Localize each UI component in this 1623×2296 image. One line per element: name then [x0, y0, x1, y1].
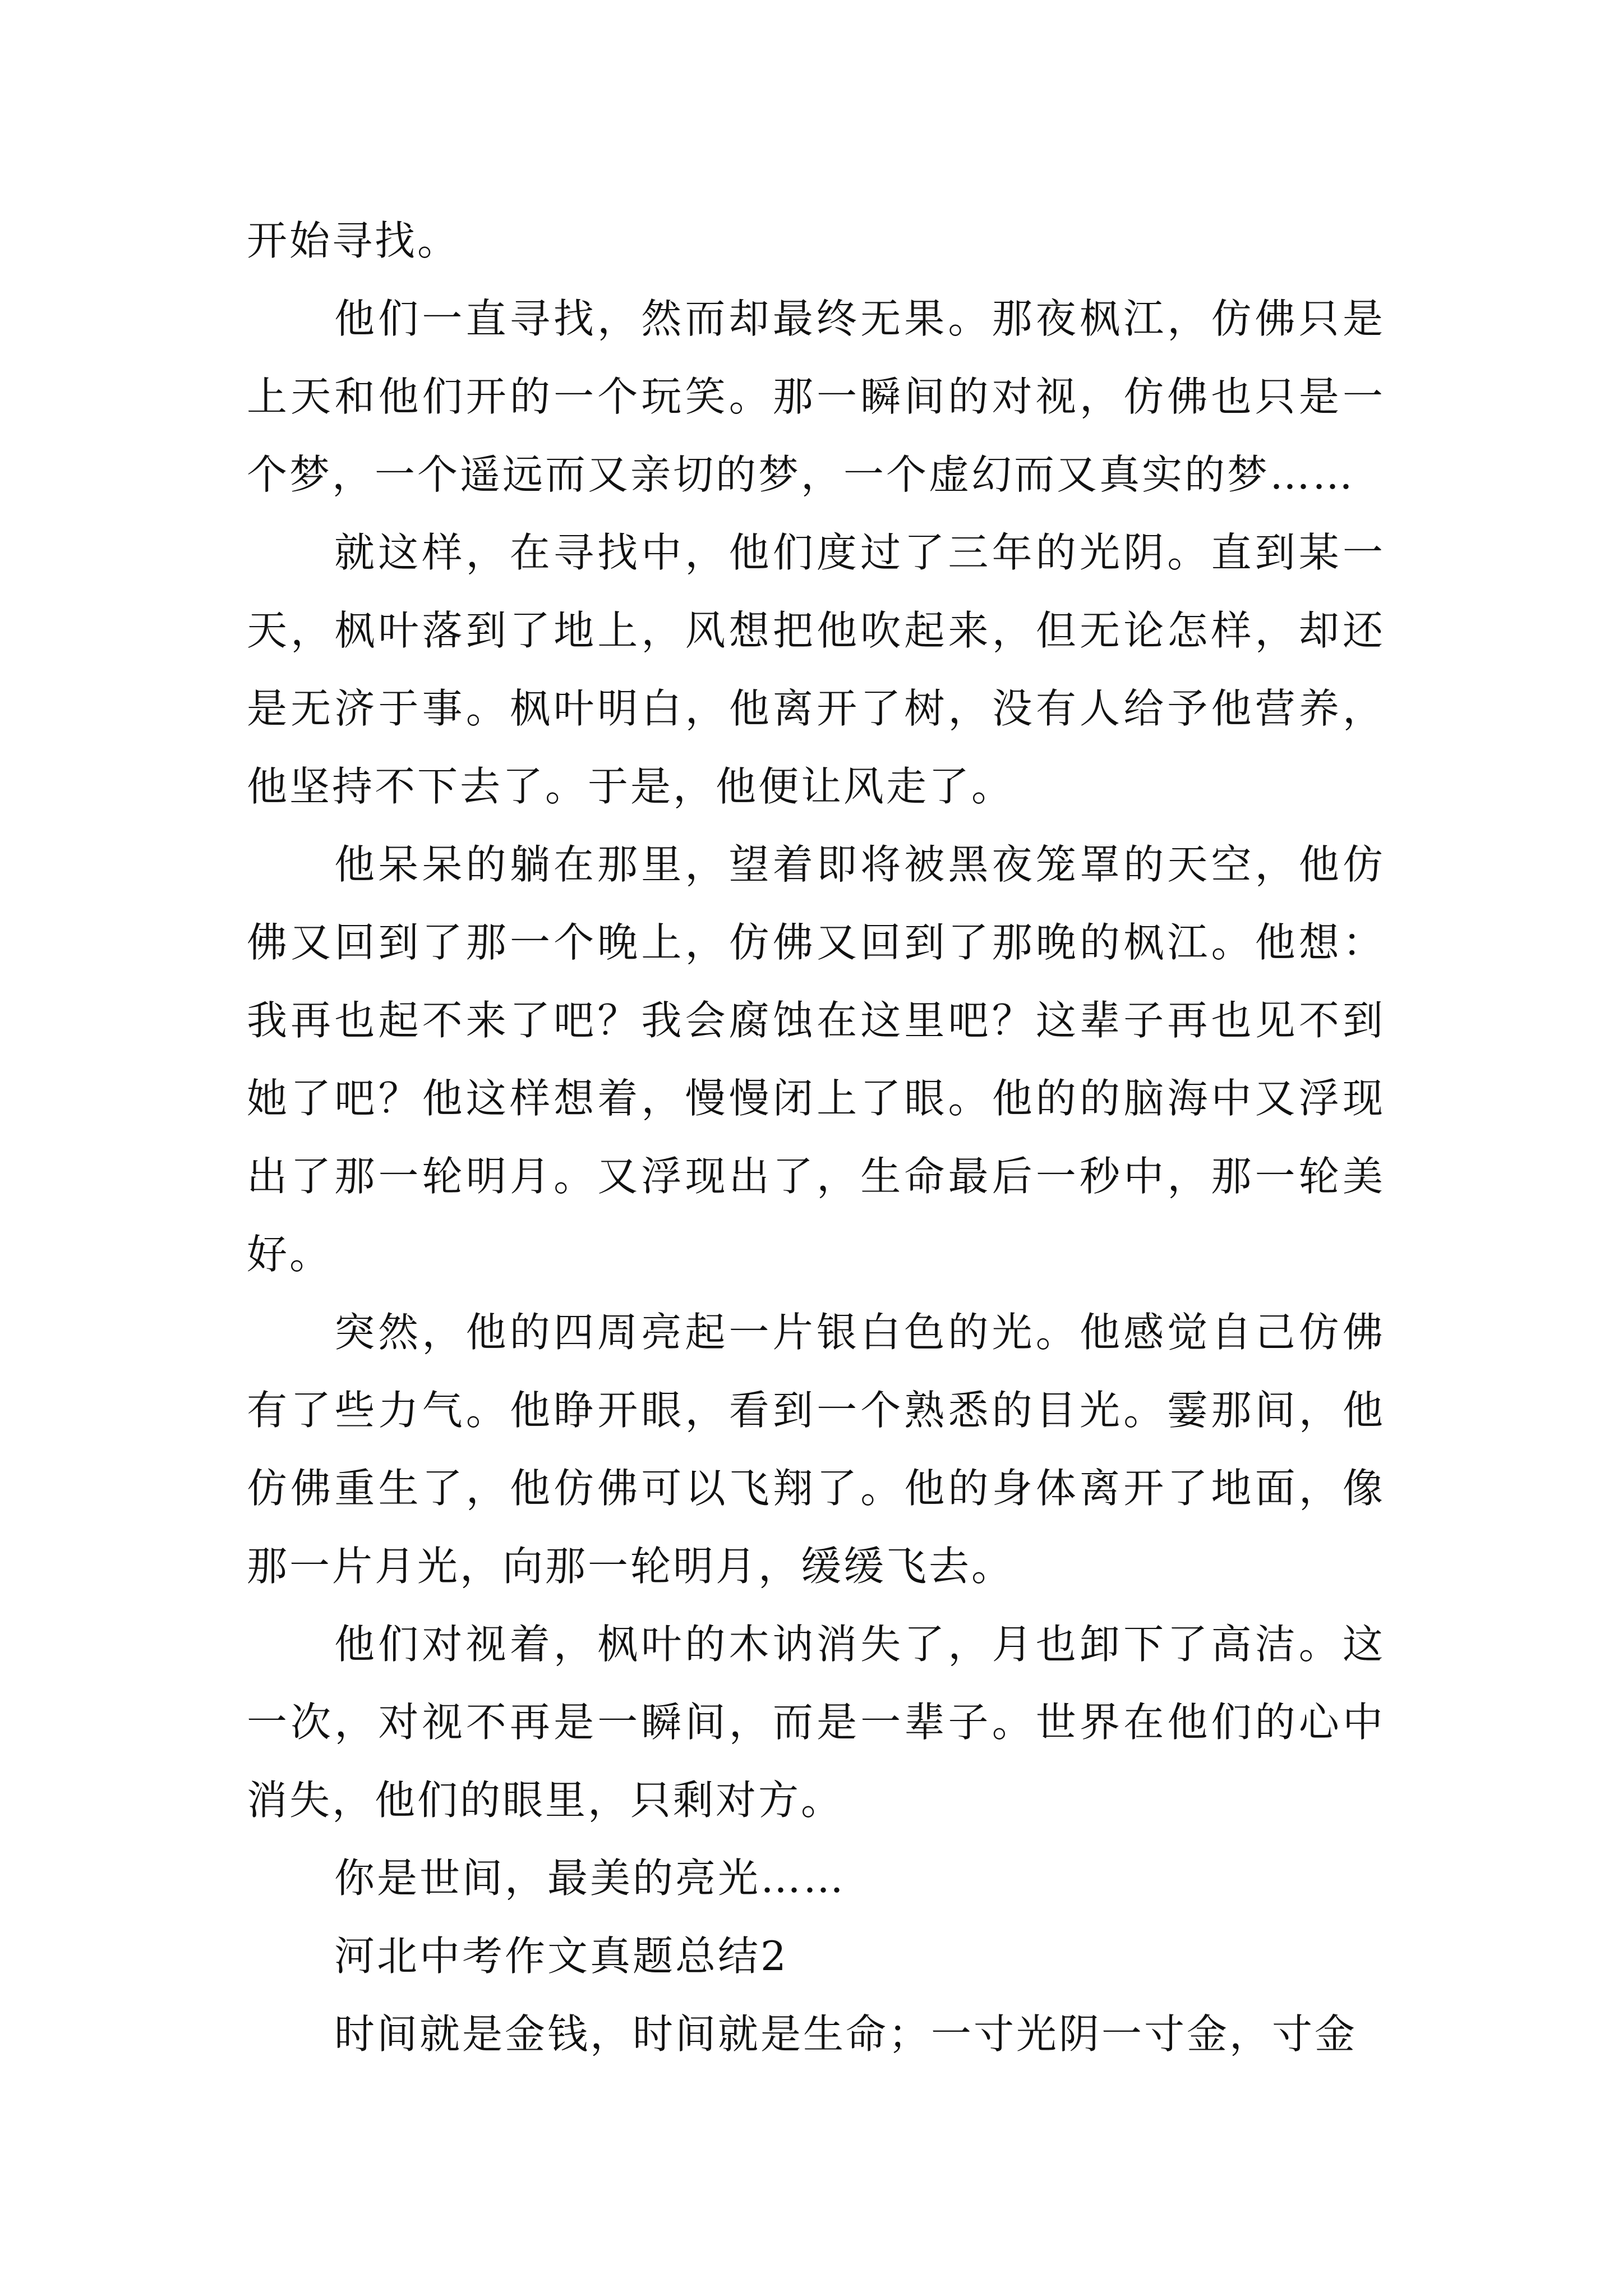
paragraph: 时间就是金钱，时间就是生命；一寸光阴一寸金，寸金 [334, 2010, 1358, 2058]
paragraph: 他们一直寻找，然而却最终无果。那夜枫江，仿佛只是上天和他们开的一个玩笑。那一瞬间的对视，仿佛也只是一个梦，一个遥远而又亲切的梦，一个虚幻而又真实的梦…… [247, 295, 1385, 498]
section-heading: 河北中考作文真题总结2 [334, 1932, 789, 1980]
paragraph: 他呆呆的躺在那里，望着即将被黑夜笼罩的天空，他仿佛又回到了那一个晚上，仿佛又回到了那晚的枫江。他想：我再也起不来了吧？我会腐蚀在这里吧？这辈子再也见不到她了吧？他这样想着，慢慢闭上了眼。他的的脑海中又浮现出了那一轮明月。又浮现出了，生命最后一秒中，那一轮美好。 [247, 841, 1385, 1278]
paragraph: 突然，他的四周亮起一片银白色的光。他感觉自己仿佛有了些力气。他睁开眼，看到一个熟悉的目光。霎那间，他仿佛重生了，他仿佛可以飞翔了。他的身体离开了地面，像那一片月光，向那一轮明月，缓缓飞去。 [247, 1309, 1385, 1590]
paragraph: 他们对视着，枫叶的木讷消失了，月也卸下了高洁。这一次，对视不再是一瞬间，而是一辈子。世界在他们的心中消失，他们的眼里，只剩对方。 [247, 1621, 1385, 1824]
document-body [247, 202, 1385, 2073]
paragraph-continuation: 开始寻找。 [247, 217, 460, 264]
paragraph: 你是世间，最美的亮光…… [334, 1855, 846, 1902]
paragraph: 就这样，在寻找中，他们度过了三年的光阴。直到某一天，枫叶落到了地上，风想把他吹起来，但无论怎样，却还是无济于事。枫叶明白，他离开了树，没有人给予他营养，他坚持不下去了。于是，他便让风走了。 [247, 529, 1385, 810]
